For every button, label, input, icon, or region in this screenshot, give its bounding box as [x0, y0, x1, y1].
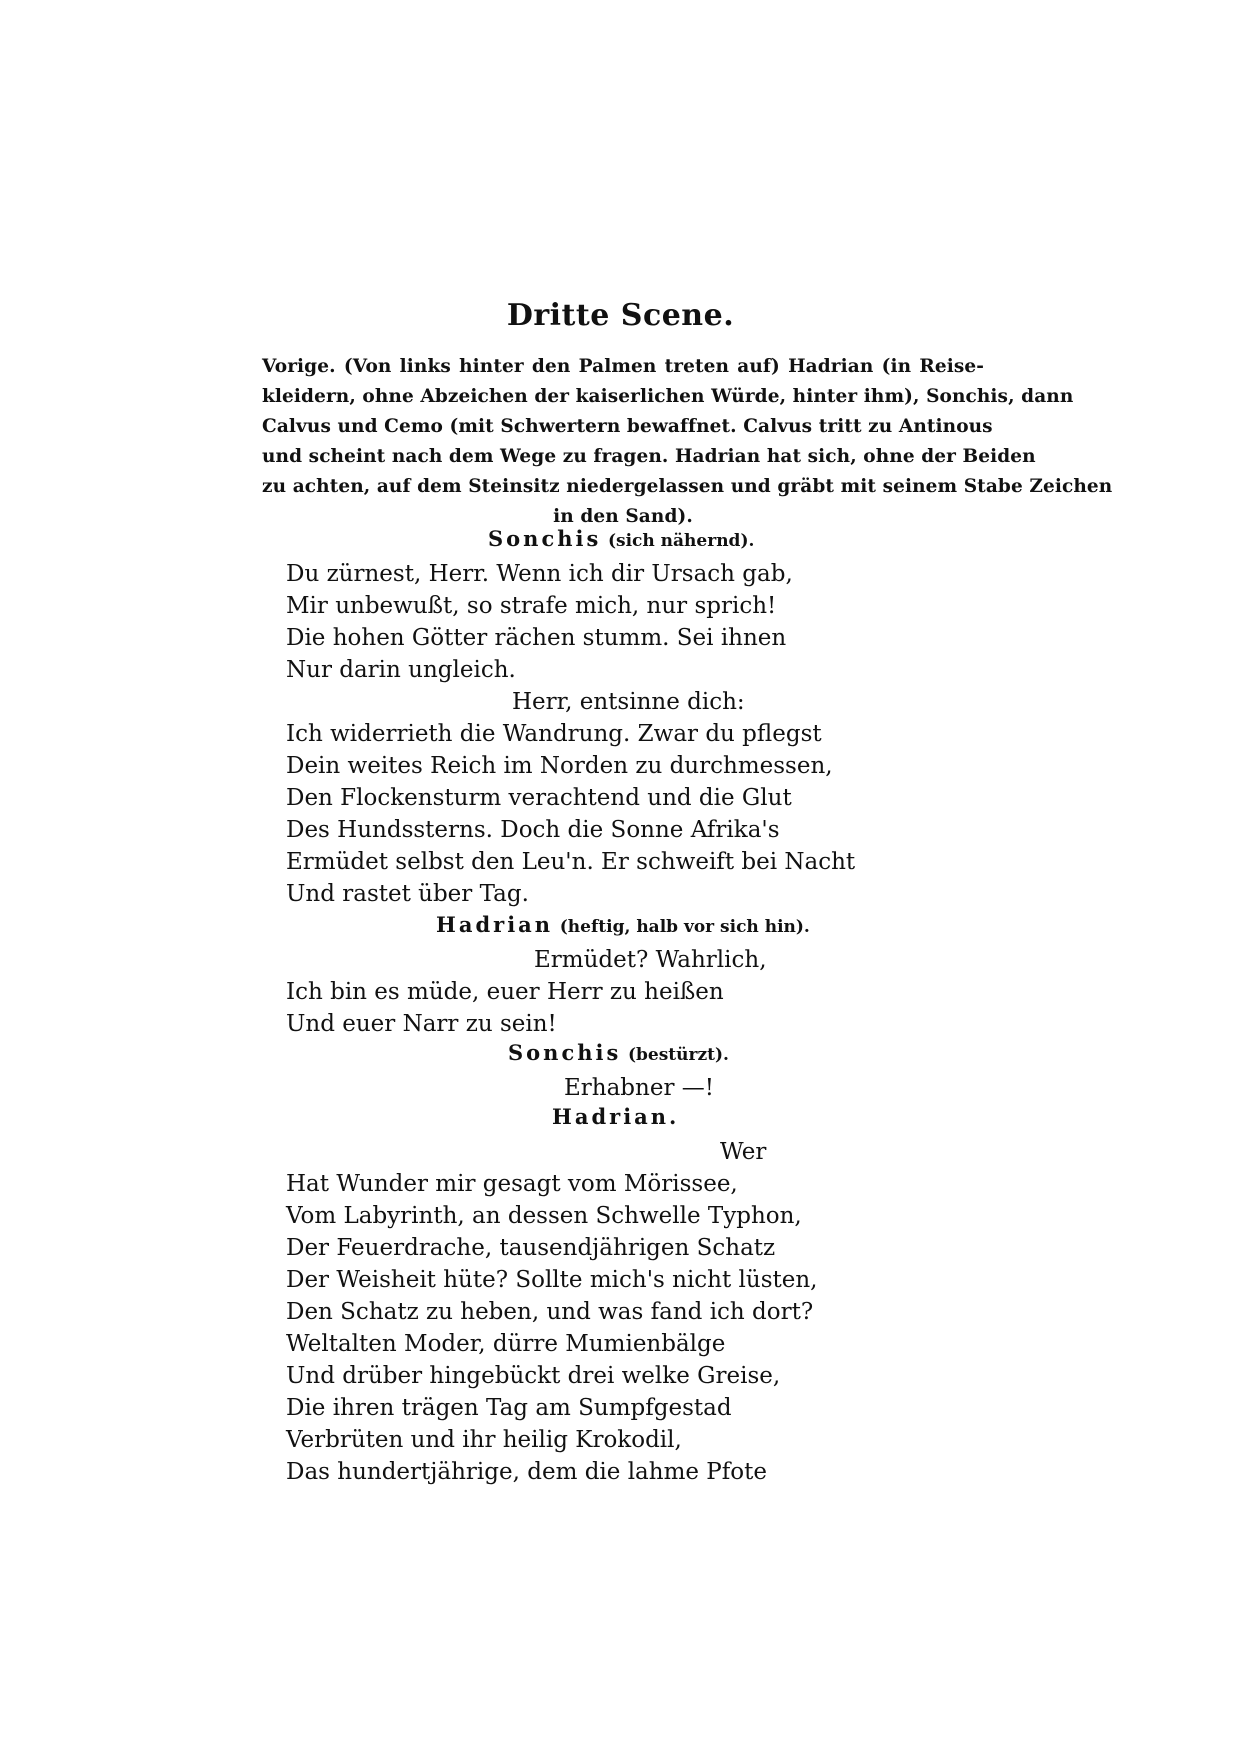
verse-line: Und drüber hingebückt drei welke Greise, [286, 1363, 781, 1389]
stage-direction-line: Vorige. (Von links hinter den Palmen treten auf) Hadrian (in Reise- [262, 356, 984, 377]
verse-line: Ich bin es müde, euer Herr zu heißen [286, 979, 724, 1005]
verse-line: Das hundertjährige, dem die lahme Pfote [286, 1459, 768, 1485]
verse-line: Den Flockensturm verachtend und die Glut [286, 785, 792, 811]
verse-line: Der Feuerdrache, tausendjährigen Schatz [286, 1235, 776, 1261]
scene-title: Dritte Scene. [506, 298, 735, 333]
verse-line: Die ihren trägen Tag am Sumpfgestad [286, 1395, 732, 1421]
speaker-heading [436, 912, 810, 937]
speaker-heading [552, 1104, 679, 1129]
verse-line: Und euer Narr zu sein! [286, 1011, 557, 1037]
speaker-name: Sonchis [508, 1040, 622, 1065]
verse-line: Und rastet über Tag. [286, 881, 529, 907]
speaker-heading [488, 526, 754, 551]
verse-line: Du zürnest, Herr. Wenn ich dir Ursach gab, [286, 561, 793, 587]
verse-line: Ermüdet selbst den Leu'n. Er schweift bei Nacht [286, 849, 856, 875]
verse-line: Ermüdet? Wahrlich, [534, 947, 767, 973]
verse-line: Herr, entsinne dich: [512, 689, 745, 715]
speaker-direction: (heftig, halb vor sich hin). [559, 917, 810, 937]
speaker-heading [508, 1040, 729, 1065]
verse-line: Mir unbewußt, so strafe mich, nur sprich! [286, 593, 777, 619]
verse-line: Dein weites Reich im Norden zu durchmessen, [286, 753, 833, 779]
stage-direction [262, 352, 1113, 532]
stage-direction-line: und scheint nach dem Wege zu fragen. Hadrian hat sich, ohne der Beiden [262, 446, 1036, 467]
verse-line: Des Hundssterns. Doch die Sonne Afrika's [286, 817, 780, 843]
verse-line: Nur darin ungleich. [286, 657, 516, 683]
speaker-direction: (bestürzt). [627, 1045, 729, 1065]
verse-line: Ich widerrieth die Wandrung. Zwar du pflegst [286, 721, 822, 747]
verse-line: Den Schatz zu heben, und was fand ich dort? [286, 1299, 814, 1325]
stage-direction-line: zu achten, auf dem Steinsitz niedergelassen und gräbt mit seinem Stabe Zeichen [262, 476, 1113, 497]
verse-line: Verbrüten und ihr heilig Krokodil, [286, 1427, 682, 1453]
stage-direction-line: kleidern, ohne Abzeichen der kaiserlichen Würde, hinter ihm), Sonchis, dann [262, 386, 1074, 407]
verse-line: Erhabner —! [564, 1075, 715, 1101]
speaker-name: Sonchis [488, 526, 602, 551]
speaker-direction: (sich nähernd). [607, 531, 755, 551]
verse-line: Hat Wunder mir gesagt vom Mörissee, [286, 1171, 738, 1197]
stage-direction-line: in den Sand). [553, 506, 693, 527]
speaker-name: Hadrian. [552, 1104, 680, 1129]
speaker-name: Hadrian [436, 912, 554, 937]
verse-line: Wer [720, 1139, 767, 1165]
verse-line: Die hohen Götter rächen stumm. Sei ihnen [286, 625, 787, 651]
stage-direction-line: Calvus und Cemo (mit Schwertern bewaffnet. Calvus tritt zu Antinous [262, 416, 993, 437]
verse-line: Vom Labyrinth, an dessen Schwelle Typhon, [286, 1203, 802, 1229]
verse-line: Weltalten Moder, dürre Mumienbälge [286, 1331, 726, 1357]
verse-line: Der Weisheit hüte? Sollte mich's nicht lüsten, [286, 1267, 818, 1293]
